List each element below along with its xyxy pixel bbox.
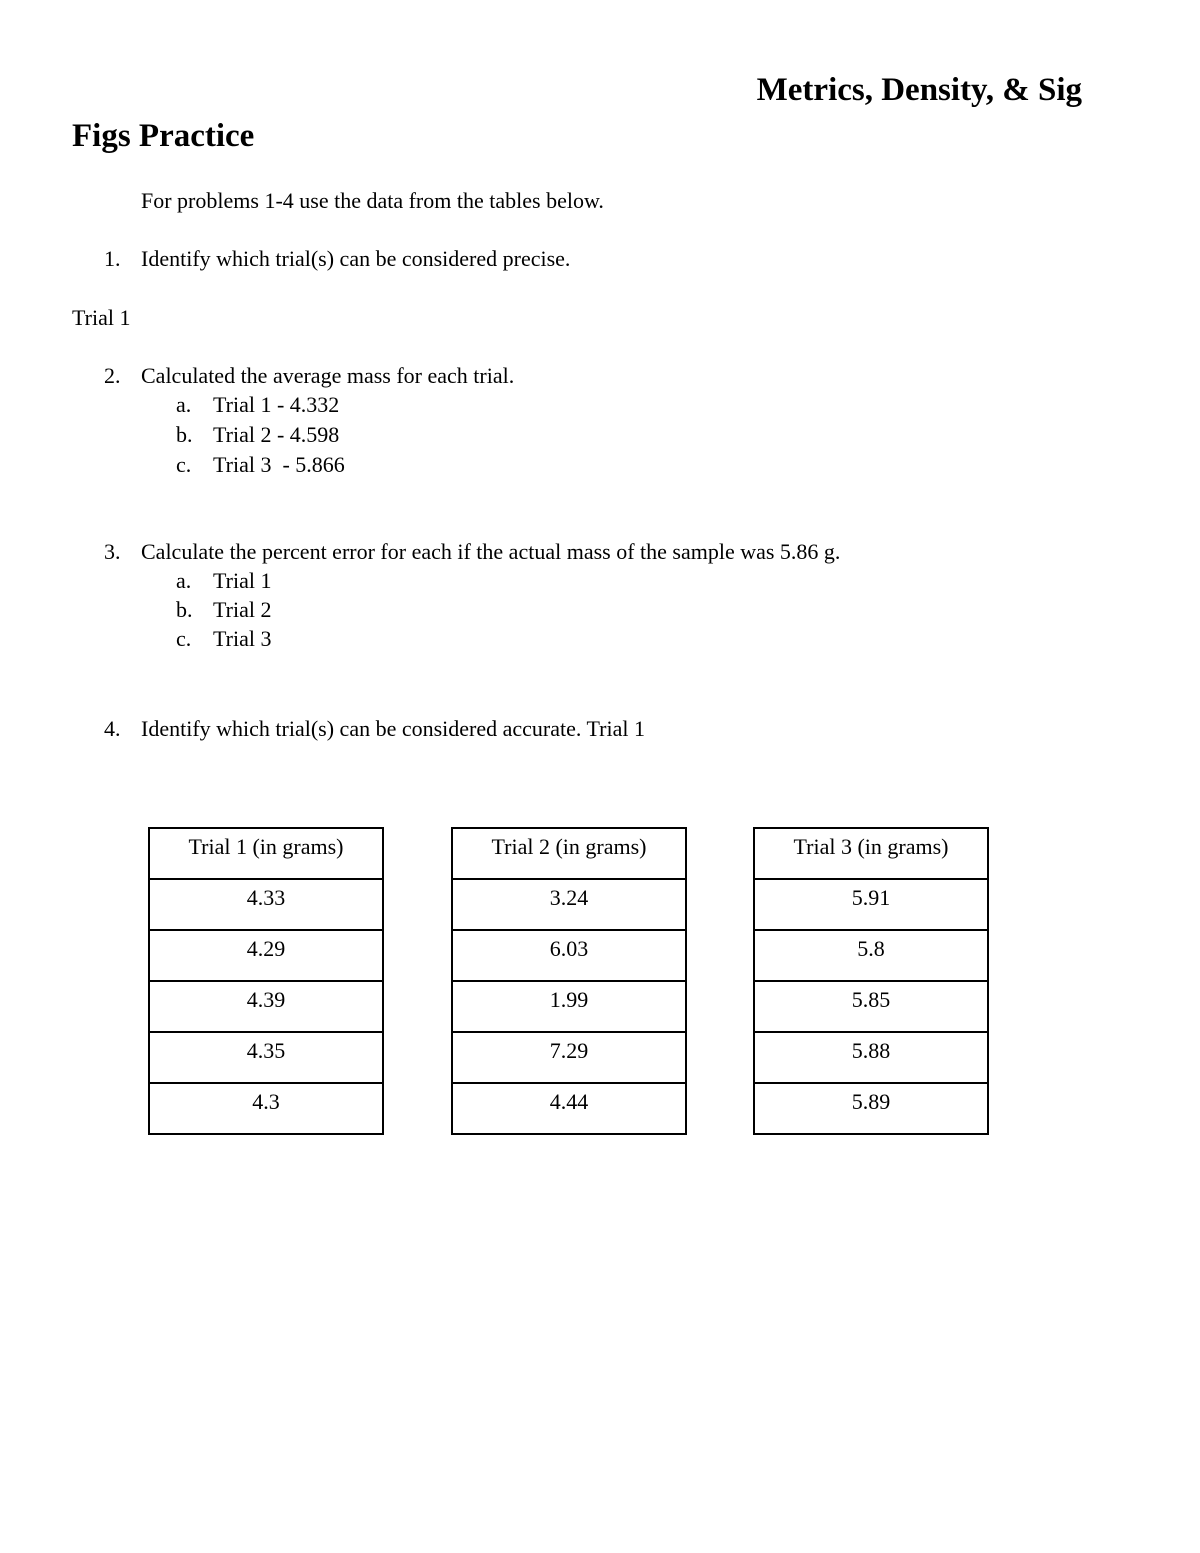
table-row — [452, 981, 686, 1032]
question-1-answer: Trial 1 — [72, 305, 131, 330]
table-cell: 4.29 — [149, 930, 383, 981]
table-cell: 4.33 — [149, 879, 383, 930]
title-line-2: Figs Practice — [72, 118, 255, 154]
question-number: 2. — [104, 363, 121, 388]
table-cell: 6.03 — [452, 930, 686, 981]
table-header: Trial 2 (in grams) — [452, 828, 686, 879]
table-row — [149, 879, 383, 930]
sub-item-text: Trial 2 — [213, 597, 272, 622]
table-header: Trial 1 (in grams) — [149, 828, 383, 879]
question-number: 4. — [104, 716, 121, 741]
table-row — [452, 930, 686, 981]
table-row — [754, 1032, 988, 1083]
table-cell: 5.85 — [754, 981, 988, 1032]
trial-3-table — [753, 827, 989, 1135]
title-line-1: Metrics, Density, & Sig — [756, 72, 1082, 108]
question-number: 3. — [104, 539, 121, 564]
table-row — [754, 930, 988, 981]
question-text: Calculated the average mass for each trial. — [141, 363, 515, 388]
table-cell: 5.89 — [754, 1083, 988, 1134]
sub-item-text: Trial 2 - 4.598 — [213, 422, 340, 447]
sub-item — [0, 420, 1200, 449]
question-text: Calculate the percent error for each if the actual mass of the sample was 5.86 g. — [141, 539, 841, 564]
sub-item-letter: b. — [176, 422, 193, 447]
table-row — [452, 1032, 686, 1083]
sub-item-text: Trial 3 - 5.866 — [213, 452, 345, 477]
table-header: Trial 3 (in grams) — [754, 828, 988, 879]
sub-item — [0, 595, 1200, 624]
table-row — [149, 1083, 383, 1134]
table-cell: 3.24 — [452, 879, 686, 930]
table-cell: 7.29 — [452, 1032, 686, 1083]
intro-instruction: For problems 1-4 use the data from the tables below. — [141, 188, 604, 213]
sub-item-letter: a. — [176, 392, 192, 417]
table-row — [452, 1083, 686, 1134]
table-row — [754, 879, 988, 930]
sub-item-letter: c. — [176, 452, 192, 477]
table-row — [149, 981, 383, 1032]
table-row — [754, 1083, 988, 1134]
trial-2-table — [451, 827, 687, 1135]
table-cell: 5.88 — [754, 1032, 988, 1083]
sub-item-letter: c. — [176, 626, 192, 651]
table-cell: 5.91 — [754, 879, 988, 930]
question-text: Identify which trial(s) can be considered accurate. Trial 1 — [141, 716, 645, 741]
table-row — [149, 1032, 383, 1083]
sub-item-letter: a. — [176, 568, 192, 593]
sub-item-text: Trial 1 - 4.332 — [213, 392, 340, 417]
sub-item — [0, 450, 1200, 479]
table-cell: 5.8 — [754, 930, 988, 981]
table-cell: 4.3 — [149, 1083, 383, 1134]
question-text: Identify which trial(s) can be considered precise. — [141, 246, 571, 271]
sub-item-letter: b. — [176, 597, 193, 622]
sub-item — [0, 624, 1200, 653]
table-row — [452, 879, 686, 930]
table-cell: 4.39 — [149, 981, 383, 1032]
table-row — [149, 930, 383, 981]
table-cell: 4.44 — [452, 1083, 686, 1134]
sub-item — [0, 566, 1200, 595]
sub-item-text: Trial 3 — [213, 626, 272, 651]
sub-item — [0, 390, 1200, 419]
sub-item-text: Trial 1 — [213, 568, 272, 593]
trial-1-table — [148, 827, 384, 1135]
table-row — [754, 981, 988, 1032]
question-number: 1. — [104, 246, 121, 271]
table-cell: 4.35 — [149, 1032, 383, 1083]
table-cell: 1.99 — [452, 981, 686, 1032]
